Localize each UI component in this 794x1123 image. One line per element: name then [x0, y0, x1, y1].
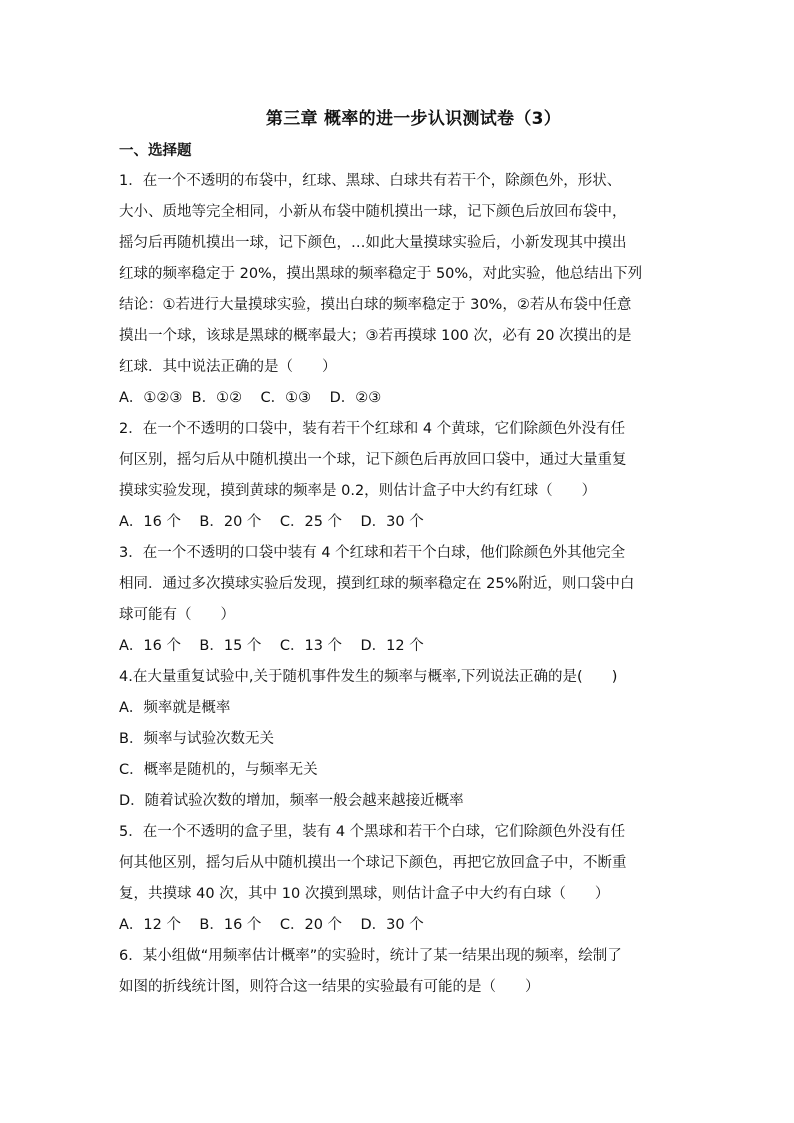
answer-options: A．16 个 B．20 个 C．25 个 D．30 个 — [119, 514, 424, 530]
question-line: 红球．其中说法正确的是（ ） — [119, 359, 337, 375]
question-line: 6．某小组做“用频率估计概率”的实验时，统计了某一结果出现的频率，绘制了 — [119, 948, 622, 964]
page-title: 第三章 概率的进一步认识测试卷（3） — [265, 109, 562, 129]
question-line: 复，共摸球 40 次，其中 10 次摸到黑球，则估计盒子中大约有白球（ ） — [119, 886, 610, 902]
question-5 — [119, 817, 694, 941]
question-line: 如图的折线统计图，则符合这一结果的实验最有可能的是（ ） — [119, 979, 540, 995]
answer-option: C．概率是随机的，与频率无关 — [119, 762, 318, 778]
question-4 — [119, 662, 694, 817]
question-line: 2．在一个不透明的口袋中，装有若干个红球和 4 个黄球，它们除颜色外没有任 — [119, 421, 626, 437]
answer-option: A．频率就是概率 — [119, 700, 231, 716]
question-line: 摸出一个球，该球是黑球的概率最大；③若再摸球 100 次，必有 20 次摸出的是 — [119, 328, 632, 344]
question-line: 相同．通过多次摸球实验后发现，摸到红球的频率稳定在 25%附近，则口袋中白 — [119, 576, 635, 592]
question-line: 大小、质地等完全相同，小新从布袋中随机摸出一球，记下颜色后放回布袋中， — [119, 204, 627, 220]
question-line: 红球的频率稳定于 20%，摸出黑球的频率稳定于 50%，对此实验，他总结出下列 — [119, 266, 643, 282]
question-line: 何区别，摇匀后从中随机摸出一个球，记下颜色后再放回口袋中，通过大量重复 — [119, 452, 627, 468]
question-line: 摇匀后再随机摸出一球，记下颜色，…如此大量摸球实验后，小新发现其中摸出 — [119, 235, 627, 251]
section-heading: 一、选择题 — [119, 143, 192, 159]
question-3 — [119, 538, 694, 662]
question-line: 1．在一个不透明的布袋中，红球、黑球、白球共有若干个，除颜色外，形状、 — [119, 173, 622, 189]
question-line: 4.在大量重复试验中,关于随机事件发生的频率与概率,下列说法正确的是( ) — [119, 669, 618, 685]
question-1 — [119, 166, 694, 414]
question-line: 结论：①若进行大量摸球实验，摸出白球的频率稳定于 30%，②若从布袋中任意 — [119, 297, 632, 313]
answer-option: D．随着试验次数的增加，频率一般会越来越接近概率 — [119, 793, 464, 809]
question-line: 球可能有（ ） — [119, 607, 235, 623]
question-line: 3．在一个不透明的口袋中装有 4 个红球和若干个白球，他们除颜色外其他完全 — [119, 545, 626, 561]
question-2 — [119, 414, 694, 538]
answer-options: A．①②③ B．①② C．①③ D．②③ — [119, 390, 382, 406]
question-6 — [119, 941, 694, 1003]
question-line: 何其他区别，摇匀后从中随机摸出一个球记下颜色，再把它放回盒子中，不断重 — [119, 855, 627, 871]
answer-options: A．12 个 B．16 个 C．20 个 D．30 个 — [119, 917, 424, 933]
question-line: 5．在一个不透明的盒子里，装有 4 个黑球和若干个白球，它们除颜色外没有任 — [119, 824, 626, 840]
answer-option: B．频率与试验次数无关 — [119, 731, 274, 747]
question-line: 摸球实验发现，摸到黄球的频率是 0.2，则估计盒子中大约有红球（ ） — [119, 483, 597, 499]
answer-options: A．16 个 B．15 个 C．13 个 D．12 个 — [119, 638, 424, 654]
